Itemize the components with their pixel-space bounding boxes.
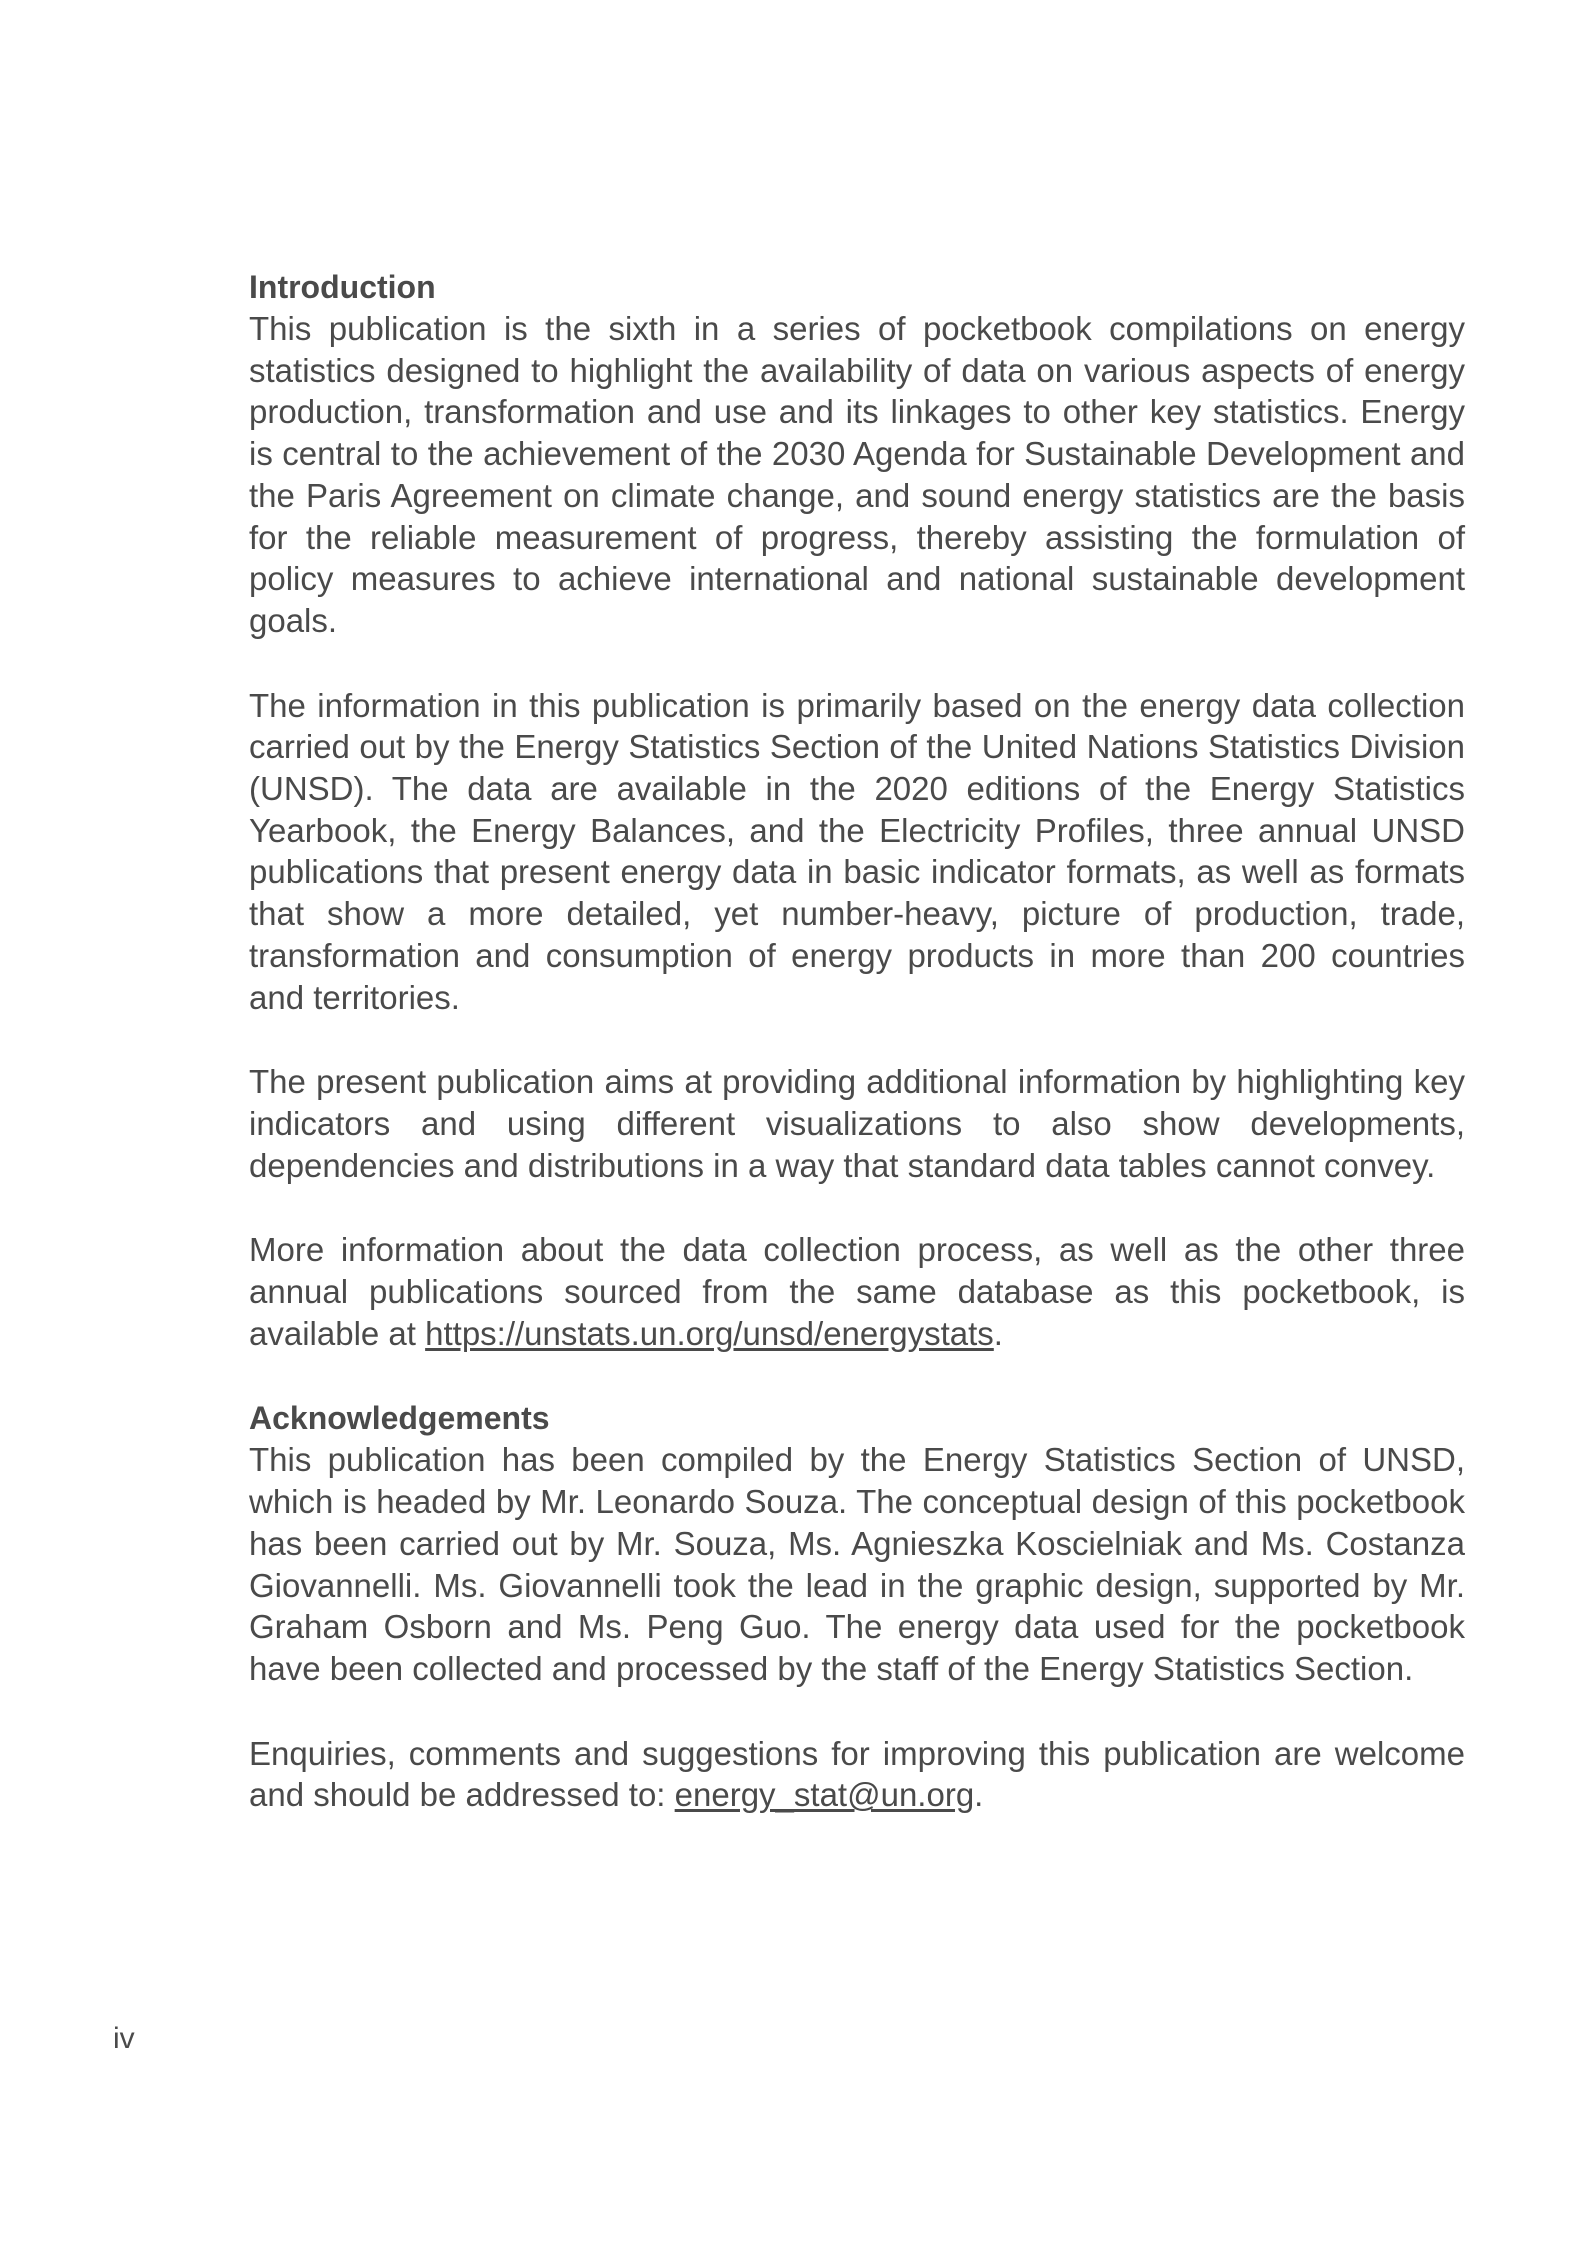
paragraph-spacer — [249, 1186, 1465, 1229]
introduction-paragraph-2: The information in this publication is primarily based on the energy data collection carried out by the Energy Statistics Section of the United Nations Statistics Division (UNSD). The data are available in the 2020 editions of the Energy Statistics Yearbook, the Energy Balances, and the Electricity Profiles, three annual UNSD publications that present energy data in basic indicator formats, as well as formats that show a more detailed, yet number-heavy, picture of production, trade, transformation and consumption of energy products in more than 200 countries and territories. — [249, 686, 1465, 1016]
paragraph-spacer — [249, 642, 1465, 685]
introduction-paragraph-4-text: More information about the data collection process, as well as the other three annual publications sourced from the same database as this pocketbook, is available at — [249, 1231, 1465, 1352]
introduction-paragraph-4 — [249, 1229, 1465, 1354]
introduction-heading: Introduction — [249, 269, 436, 305]
section-spacer — [249, 1354, 1465, 1397]
contact-email-link[interactable]: energy_stat@un.org — [674, 1776, 975, 1814]
page-content — [249, 266, 1465, 1816]
paragraph-spacer — [249, 1018, 1465, 1061]
introduction-paragraph-3: The present publication aims at providing additional information by highlighting key indicators and using different visualizations to also show developments, dependencies and distributions in a way that standard data tables cannot convey. — [249, 1063, 1465, 1184]
paragraph-spacer — [249, 1690, 1465, 1733]
acknowledgements-paragraph-2-end: . — [974, 1776, 984, 1814]
energystats-link[interactable]: https://unstats.un.org/unsd/energystats — [425, 1314, 994, 1352]
introduction-paragraph-4-end: . — [993, 1314, 1003, 1352]
acknowledgements-heading: Acknowledgements — [249, 1400, 550, 1437]
acknowledgements-paragraph-2 — [249, 1733, 1465, 1816]
introduction-paragraph-1: This publication is the sixth in a series of pocketbook compilations on energy statistics designed to highlight the availability of data on various aspects of energy production, transformation and use and its linkages to other key statistics. Energy is central to the achievement of the 2030 Agenda for Sustainable Development and the Paris Agreement on climate change, and sound energy statistics are the basis for the reliable measurement of progress, thereby assisting the formulation of policy measures to achieve international and national sustainable development goals. — [249, 310, 1465, 639]
page-number: iv — [113, 2022, 135, 2055]
acknowledgements-paragraph-1: This publication has been compiled by the Energy Statistics Section of UNSD, which is headed by Mr. Leonardo Souza. The conceptual design of this pocketbook has been carried out by Mr. Souza, Ms. Agnieszka Koscielniak and Ms. Costanza Giovannelli. Ms. Giovannelli took the lead in the graphic design, supported by Mr. Graham Osborn and Ms. Peng Guo. The energy data used for the pocketbook have been collected and processed by the staff of the Energy Statistics Section. — [249, 1441, 1465, 1687]
acknowledgements-paragraph-2-text: Enquiries, comments and suggestions for improving this publication are welcome and should be addressed to: — [249, 1734, 1465, 1814]
